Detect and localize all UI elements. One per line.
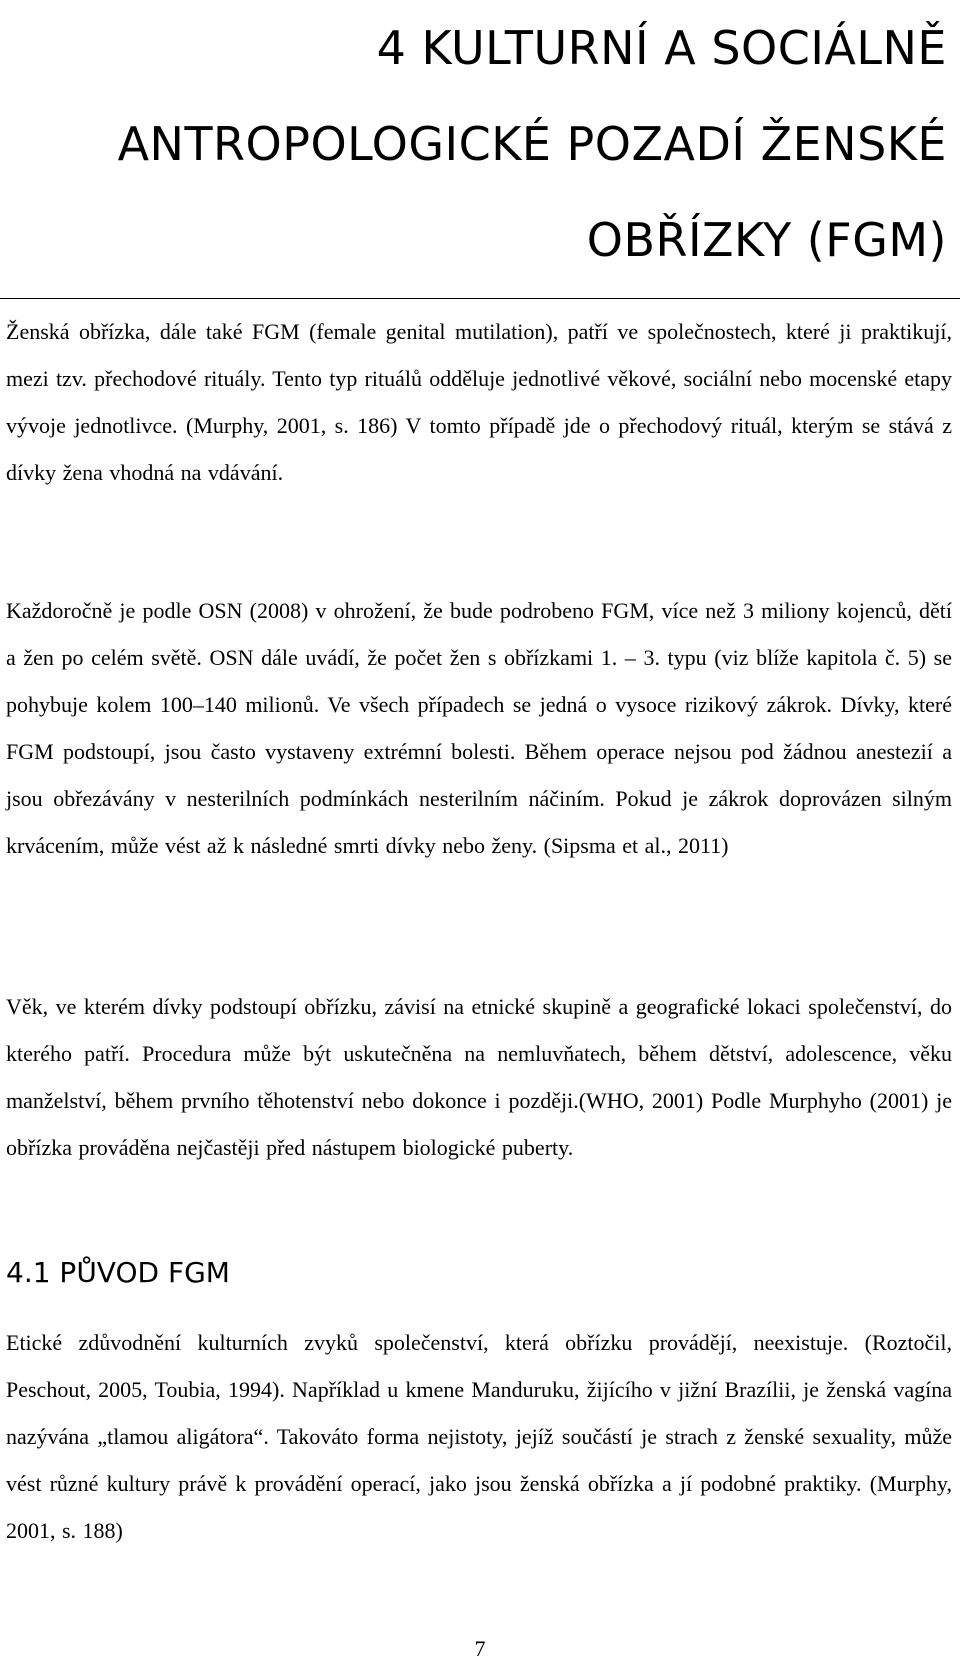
- section-title: 4.1 PŮVOD FGM: [6, 1256, 230, 1289]
- body-paragraph: Věk, ve kterém dívky podstoupí obřízku, závisí na etnické skupině a geografické lokaci společenství, do kterého patří. Procedura může být uskutečněna na nemluvňatech, během dětství, adolescence, věku manželství, během prvního těhotenství nebo dokonce i později.(WHO, 2001) Podle Murphyho (2001) je obřízka prováděna nejčastěji před nástupem biologické puberty.: [6, 994, 952, 1160]
- page-number: 7: [474, 1636, 486, 1661]
- body-paragraph: Ženská obřízka, dále také FGM (female genital mutilation), patří ve společnostech, které ji praktikují, mezi tzv. přechodové rituály. Tento typ rituálů odděluje jednotlivé věkové, sociální nebo mocenské etapy vývoje jednotlivce. (Murphy, 2001, s. 186) V tomto případě jde o přechodový rituál, kterým se stává z dívky žena vhodná na vdávání.: [6, 319, 952, 485]
- chapter-title-line: OBŘÍZKY (FGM): [586, 213, 947, 267]
- chapter-title: [7, 0, 947, 288]
- chapter-title-line: ANTROPOLOGICKÉ POZADÍ ŽENSKÉ: [117, 117, 947, 171]
- body-paragraph: Každoročně je podle OSN (2008) v ohrožení, že bude podrobeno FGM, více než 3 miliony kojenců, dětí a žen po celém světě. OSN dále uvádí, že počet žen s obřízkami 1. – 3. typu (viz blíže kapitola č. 5) se pohybuje kolem 100–140 milionů. Ve všech případech se jedná o vysoce rizikový zákrok. Dívky, které FGM podstoupí, jsou často vystaveny extrémní bolesti. Během operace nejsou pod žádnou anestezií a jsou obřezávány v nesterilních podmínkách nesterilním náčiním. Pokud je zákrok doprovázen silným krvácením, může vést až k následné smrti dívky nebo ženy. (Sipsma et al., 2011): [6, 598, 952, 858]
- section-paragraph: Etické zdůvodnění kulturních zvyků společenství, která obřízku provádějí, neexistuje. (Roztočil, Peschout, 2005, Toubia, 1994). Například u kmene Manduruku, žijícího v jižní Brazílii, je ženská vagína nazývána „tlamou aligátora“. Takováto forma nejistoty, jejíž součástí je strach z ženské sexuality, může vést různé kultury právě k provádění operací, jako jsou ženská obřízka a jí podobné praktiky. (Murphy, 2001, s. 188): [6, 1330, 952, 1543]
- chapter-title-line: 4 KULTURNÍ A SOCIÁLNĚ: [376, 21, 947, 75]
- chapter-divider: [0, 298, 960, 299]
